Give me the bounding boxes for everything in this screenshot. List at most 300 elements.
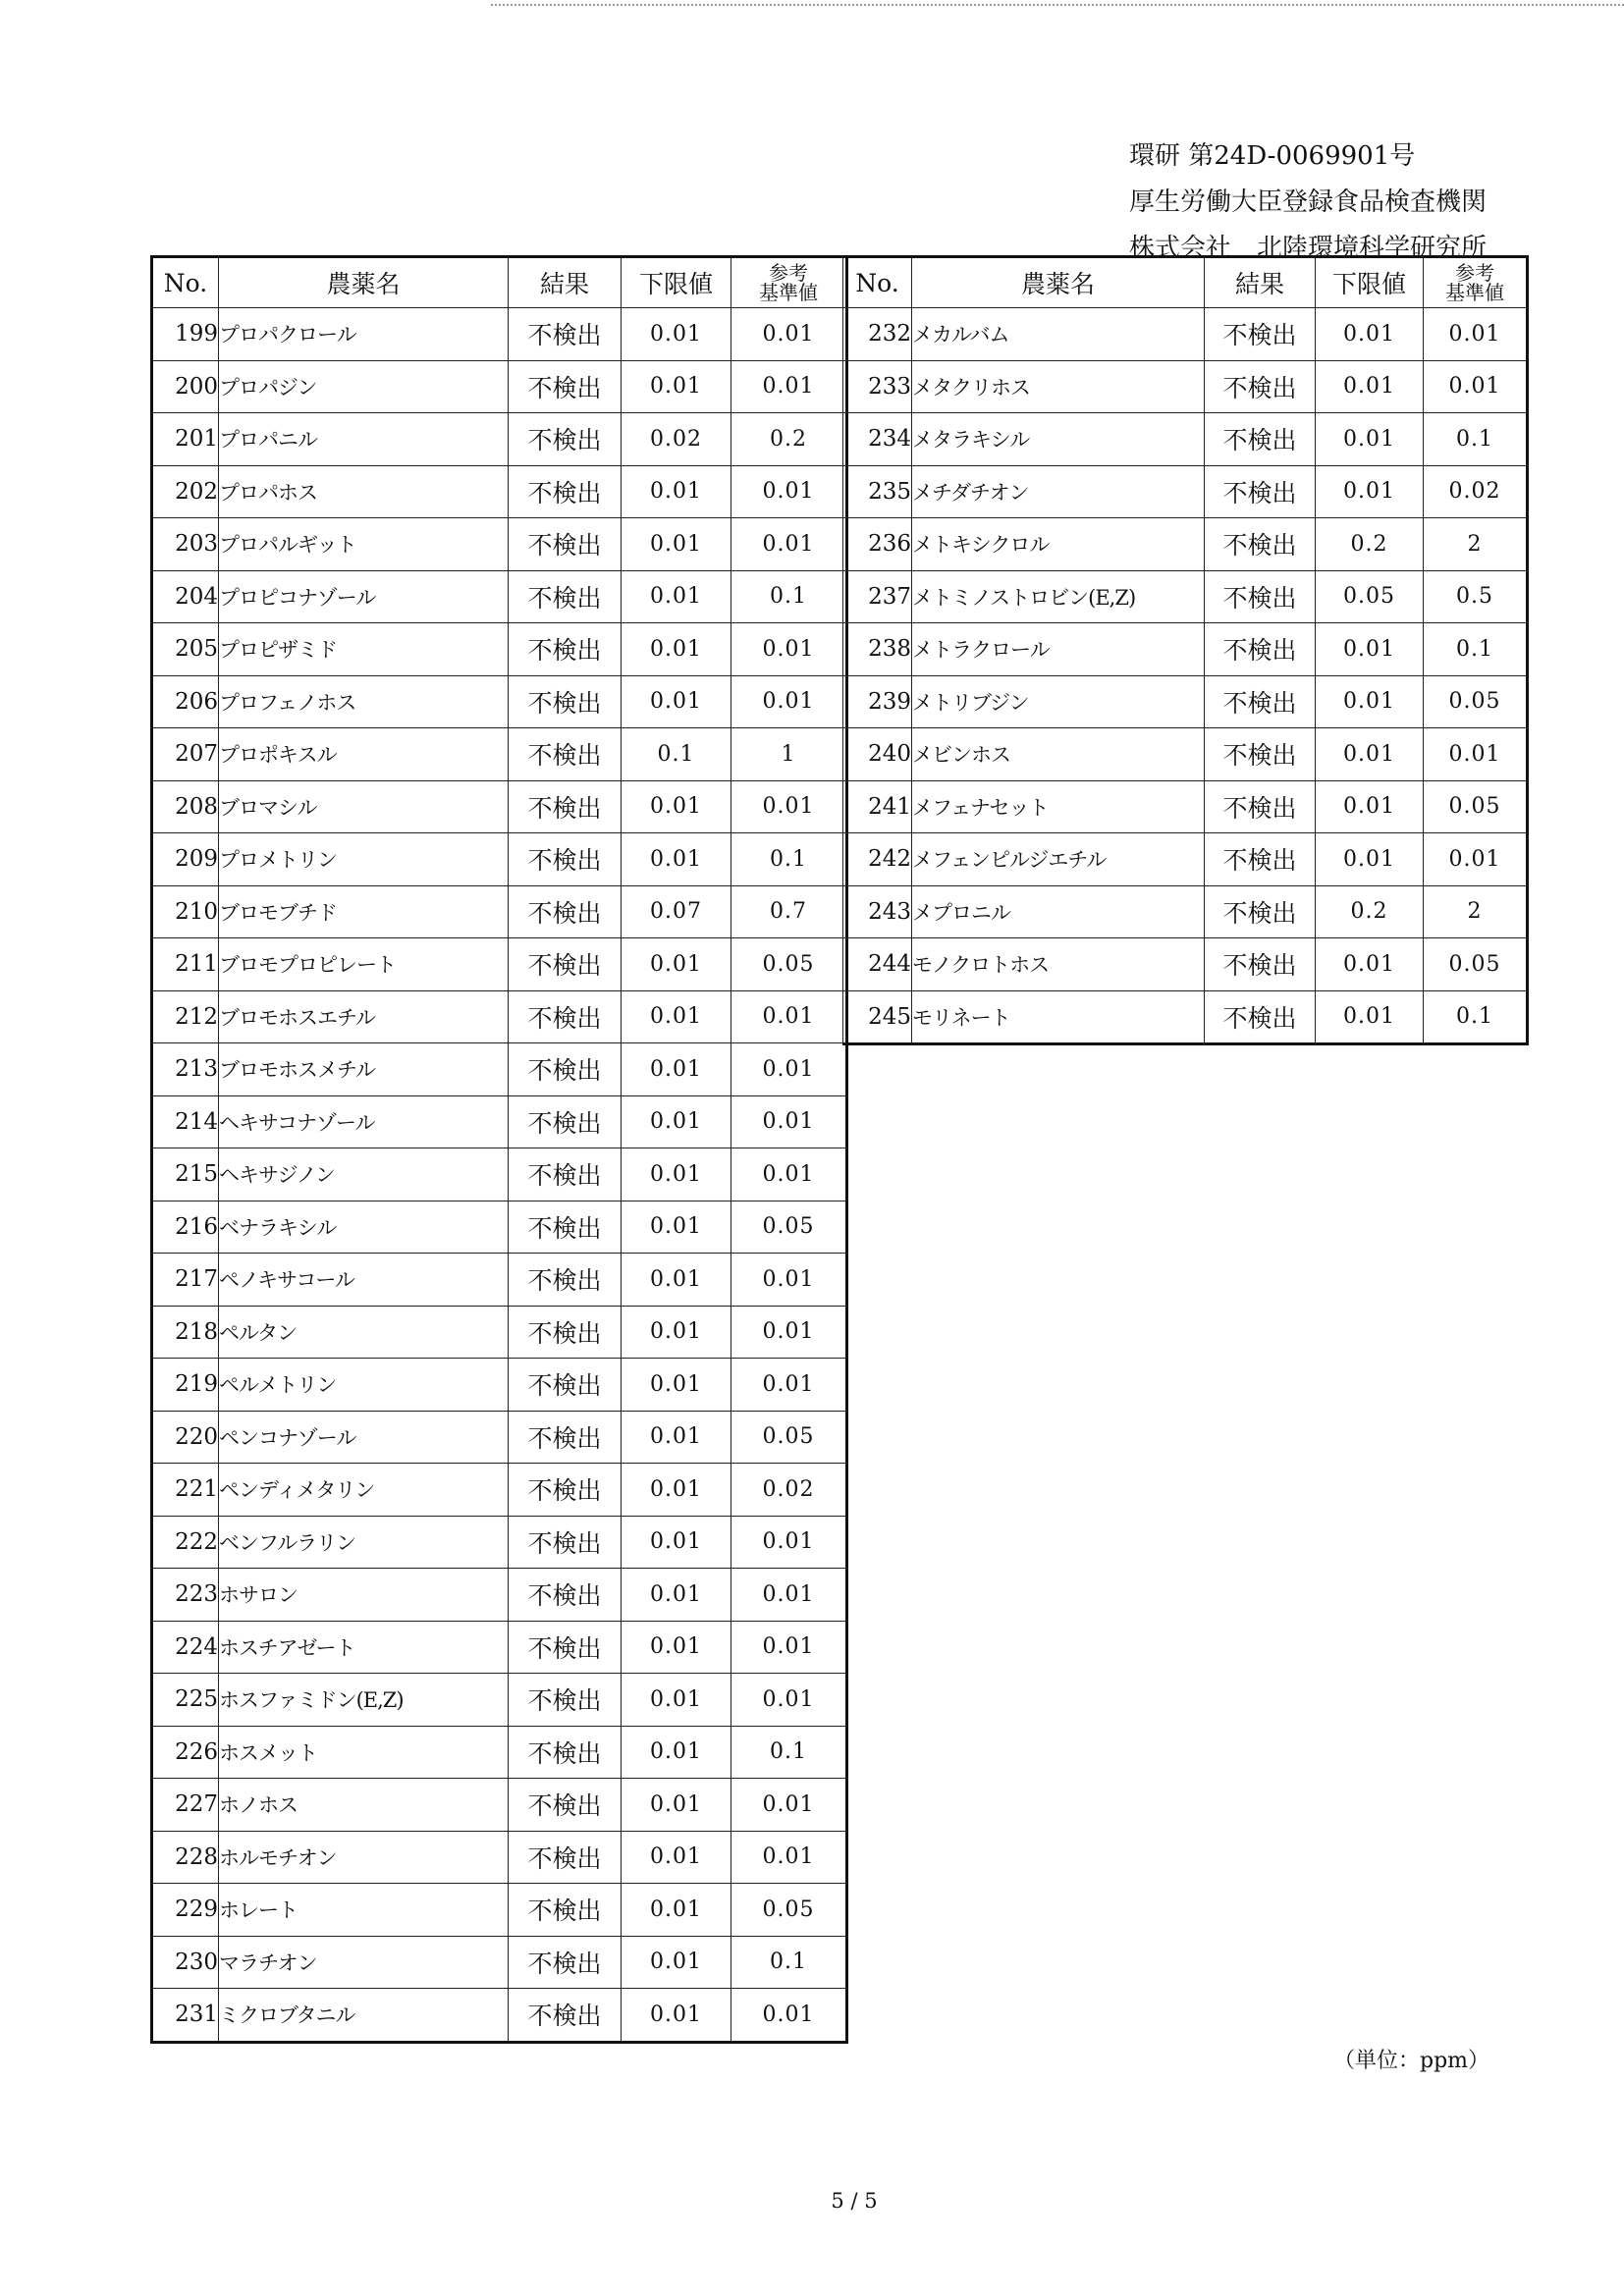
cell-reference-value: 0.01 <box>1424 308 1528 361</box>
cell-pesticide-name: モノクロトホス <box>912 938 1205 991</box>
cell-pesticide-name: プロパルギット <box>219 518 509 571</box>
cell-pesticide-name: ペルタン <box>219 1306 509 1359</box>
table-row <box>152 938 847 991</box>
cell-detection-limit: 0.01 <box>622 938 731 991</box>
cell-pesticide-name: ブロモブチド <box>219 885 509 938</box>
col-ref-bottom: 基準値 <box>1445 281 1504 304</box>
cell-result: 不検出 <box>509 360 622 413</box>
cell-no: 207 <box>152 728 219 781</box>
cell-pesticide-name: メプロニル <box>912 885 1205 938</box>
table-row <box>843 938 1528 991</box>
cell-no: 210 <box>152 885 219 938</box>
cell-no: 216 <box>152 1201 219 1254</box>
cell-detection-limit: 0.01 <box>1316 938 1424 991</box>
table-row <box>152 1359 847 1412</box>
cell-pesticide-name: マラチオン <box>219 1936 509 1989</box>
cell-detection-limit: 0.01 <box>622 1936 731 1989</box>
cell-reference-value: 0.01 <box>731 1095 847 1148</box>
cell-pesticide-name: ホスメット <box>219 1726 509 1779</box>
cell-pesticide-name: プロピザミド <box>219 623 509 676</box>
cell-reference-value: 0.02 <box>731 1464 847 1517</box>
cell-reference-value: 0.01 <box>731 1306 847 1359</box>
cell-pesticide-name: メチダチオン <box>912 465 1205 518</box>
cell-pesticide-name: ホスファミドン(E,Z) <box>219 1674 509 1727</box>
col-ref-bottom: 基準値 <box>759 281 818 304</box>
table-row <box>152 833 847 886</box>
cell-detection-limit: 0.1 <box>622 728 731 781</box>
cell-no: 202 <box>152 465 219 518</box>
registration-text: 厚生労働大臣登録食品検査機関 <box>1129 187 1488 217</box>
cell-detection-limit: 0.01 <box>1316 360 1424 413</box>
col-result: 結果 <box>509 257 622 308</box>
cell-result: 不検出 <box>1205 518 1316 571</box>
cell-reference-value: 0.05 <box>1424 675 1528 728</box>
cell-detection-limit: 0.01 <box>622 1359 731 1412</box>
cell-pesticide-name: プロパニル <box>219 413 509 466</box>
cell-pesticide-name: メトリブジン <box>912 675 1205 728</box>
table-row <box>843 990 1528 1044</box>
col-name: 農薬名 <box>912 257 1205 308</box>
cell-reference-value: 0.05 <box>731 1884 847 1937</box>
cell-result: 不検出 <box>509 1936 622 1989</box>
cell-reference-value: 0.01 <box>1424 833 1528 886</box>
cell-no: 206 <box>152 675 219 728</box>
cell-result: 不検出 <box>509 1779 622 1832</box>
cell-reference-value: 0.02 <box>1424 465 1528 518</box>
table-row <box>152 1148 847 1201</box>
cell-result: 不検出 <box>509 1516 622 1569</box>
cell-result: 不検出 <box>509 1884 622 1937</box>
col-limit: 下限値 <box>1316 257 1424 308</box>
cell-result: 不検出 <box>509 1148 622 1201</box>
cell-reference-value: 0.01 <box>731 675 847 728</box>
cell-no: 227 <box>152 1779 219 1832</box>
cell-reference-value: 0.01 <box>731 780 847 833</box>
cell-result: 不検出 <box>1205 728 1316 781</box>
cell-detection-limit: 0.01 <box>1316 833 1424 886</box>
cell-detection-limit: 0.01 <box>1316 308 1424 361</box>
cell-result: 不検出 <box>509 1254 622 1307</box>
table-row <box>152 1201 847 1254</box>
table-row <box>152 728 847 781</box>
cell-reference-value: 0.1 <box>731 1936 847 1989</box>
cell-reference-value: 2 <box>1424 518 1528 571</box>
cell-reference-value: 0.05 <box>731 1201 847 1254</box>
cell-result: 不検出 <box>1205 780 1316 833</box>
table-row <box>843 465 1528 518</box>
cell-reference-value: 0.1 <box>731 1726 847 1779</box>
table-row <box>152 1989 847 2043</box>
cell-detection-limit: 0.2 <box>1316 885 1424 938</box>
cell-pesticide-name: メタクリホス <box>912 360 1205 413</box>
cell-detection-limit: 0.01 <box>622 1411 731 1464</box>
cell-reference-value: 1 <box>731 728 847 781</box>
cell-no: 238 <box>843 623 912 676</box>
cell-result: 不検出 <box>509 623 622 676</box>
cell-pesticide-name: メビンホス <box>912 728 1205 781</box>
cell-reference-value: 0.5 <box>1424 570 1528 623</box>
unit-note: （単位：ppm） <box>1333 2049 1490 2073</box>
cell-result: 不検出 <box>509 1043 622 1096</box>
cell-result: 不検出 <box>509 1831 622 1884</box>
pesticide-table-left <box>150 255 848 2044</box>
cell-pesticide-name: ヘキサコナゾール <box>219 1095 509 1148</box>
cell-pesticide-name: ペノキサコール <box>219 1254 509 1307</box>
cell-detection-limit: 0.02 <box>622 413 731 466</box>
cell-no: 235 <box>843 465 912 518</box>
table-row <box>843 675 1528 728</box>
table-row <box>152 1411 847 1464</box>
cell-reference-value: 0.01 <box>731 1569 847 1622</box>
pesticide-table-right <box>842 255 1529 1045</box>
cell-result: 不検出 <box>1205 623 1316 676</box>
table-row <box>152 1095 847 1148</box>
cell-pesticide-name: プロパジン <box>219 360 509 413</box>
cell-reference-value: 0.7 <box>731 885 847 938</box>
table-row <box>152 1569 847 1622</box>
cell-no: 234 <box>843 413 912 466</box>
cell-detection-limit: 0.01 <box>622 1254 731 1307</box>
cell-pesticide-name: ペルメトリン <box>219 1359 509 1412</box>
cell-result: 不検出 <box>1205 308 1316 361</box>
cell-detection-limit: 0.01 <box>1316 675 1424 728</box>
table-row <box>152 885 847 938</box>
table-row <box>152 1464 847 1517</box>
cell-result: 不検出 <box>1205 938 1316 991</box>
cell-reference-value: 0.05 <box>1424 780 1528 833</box>
table-row <box>152 1254 847 1307</box>
cell-detection-limit: 0.01 <box>622 1569 731 1622</box>
cell-no: 212 <box>152 990 219 1043</box>
cell-result: 不検出 <box>1205 833 1316 886</box>
table-row <box>152 308 847 361</box>
cell-result: 不検出 <box>509 938 622 991</box>
col-ref-top: 参考 <box>1455 261 1494 285</box>
table-row <box>152 1516 847 1569</box>
document-header <box>1129 133 1591 272</box>
table-row <box>152 1621 847 1674</box>
cell-result: 不検出 <box>509 1411 622 1464</box>
cell-detection-limit: 0.01 <box>622 570 731 623</box>
table-row <box>152 1043 847 1096</box>
cell-no: 245 <box>843 990 912 1044</box>
cell-result: 不検出 <box>1205 570 1316 623</box>
cell-detection-limit: 0.01 <box>622 1884 731 1937</box>
table-row <box>843 308 1528 361</box>
cell-pesticide-name: ベナラキシル <box>219 1201 509 1254</box>
company-name: 株式会社 北陸環境科学研究所 <box>1129 234 1488 263</box>
table-body-left <box>152 308 847 2043</box>
cell-result: 不検出 <box>509 728 622 781</box>
cell-no: 211 <box>152 938 219 991</box>
cell-pesticide-name: ベンフルラリン <box>219 1516 509 1569</box>
cell-no: 203 <box>152 518 219 571</box>
table-row <box>152 1726 847 1779</box>
cell-reference-value: 0.01 <box>731 1254 847 1307</box>
cell-no: 244 <box>843 938 912 991</box>
cell-reference-value: 0.01 <box>731 1674 847 1727</box>
cell-no: 220 <box>152 1411 219 1464</box>
cell-result: 不検出 <box>1205 675 1316 728</box>
cell-no: 240 <box>843 728 912 781</box>
cell-no: 231 <box>152 1989 219 2043</box>
cell-pesticide-name: メトラクロール <box>912 623 1205 676</box>
cell-no: 241 <box>843 780 912 833</box>
cell-no: 208 <box>152 780 219 833</box>
cell-pesticide-name: メトミノストロビン(E,Z) <box>912 570 1205 623</box>
cell-reference-value: 0.01 <box>731 990 847 1043</box>
cell-detection-limit: 0.01 <box>622 1043 731 1096</box>
cell-no: 232 <box>843 308 912 361</box>
cell-detection-limit: 0.07 <box>622 885 731 938</box>
cell-reference-value: 0.01 <box>731 1359 847 1412</box>
cell-no: 205 <box>152 623 219 676</box>
cell-no: 228 <box>152 1831 219 1884</box>
cell-no: 201 <box>152 413 219 466</box>
cell-pesticide-name: プロピコナゾール <box>219 570 509 623</box>
cell-result: 不検出 <box>509 413 622 466</box>
cell-result: 不検出 <box>509 465 622 518</box>
table-header-left <box>152 257 847 308</box>
table-row <box>152 1306 847 1359</box>
table-row <box>152 1779 847 1832</box>
col-ref <box>731 257 847 308</box>
cell-detection-limit: 0.01 <box>1316 728 1424 781</box>
cell-result: 不検出 <box>509 833 622 886</box>
cell-pesticide-name: ホノホス <box>219 1779 509 1832</box>
cell-no: 219 <box>152 1359 219 1412</box>
cell-reference-value: 0.1 <box>1424 413 1528 466</box>
cell-pesticide-name: メフェナセット <box>912 780 1205 833</box>
table-row <box>843 833 1528 886</box>
cell-result: 不検出 <box>509 1306 622 1359</box>
col-result: 結果 <box>1205 257 1316 308</box>
table-row <box>152 1674 847 1727</box>
cell-result: 不検出 <box>509 675 622 728</box>
cell-no: 199 <box>152 308 219 361</box>
cell-reference-value: 0.1 <box>731 570 847 623</box>
cell-no: 225 <box>152 1674 219 1727</box>
cell-detection-limit: 0.01 <box>622 1148 731 1201</box>
cell-reference-value: 0.01 <box>731 1043 847 1096</box>
cell-reference-value: 0.2 <box>731 413 847 466</box>
cell-reference-value: 0.01 <box>731 1989 847 2043</box>
cell-pesticide-name: プロフェノホス <box>219 675 509 728</box>
cell-no: 230 <box>152 1936 219 1989</box>
cell-result: 不検出 <box>1205 885 1316 938</box>
cell-detection-limit: 0.01 <box>622 360 731 413</box>
table-row <box>152 623 847 676</box>
table-row <box>843 360 1528 413</box>
cell-pesticide-name: メタラキシル <box>912 413 1205 466</box>
cell-detection-limit: 0.01 <box>1316 780 1424 833</box>
col-ref <box>1424 257 1528 308</box>
cell-reference-value: 0.01 <box>731 623 847 676</box>
cell-reference-value: 0.01 <box>1424 360 1528 413</box>
cell-no: 214 <box>152 1095 219 1148</box>
col-limit: 下限値 <box>622 257 731 308</box>
cell-pesticide-name: ホレート <box>219 1884 509 1937</box>
cell-detection-limit: 0.01 <box>622 780 731 833</box>
cell-no: 236 <box>843 518 912 571</box>
cell-reference-value: 0.1 <box>731 833 847 886</box>
cell-detection-limit: 0.01 <box>622 1201 731 1254</box>
cell-reference-value: 0.05 <box>731 1411 847 1464</box>
cell-no: 221 <box>152 1464 219 1517</box>
cell-pesticide-name: ペンディメタリン <box>219 1464 509 1517</box>
cell-detection-limit: 0.01 <box>622 518 731 571</box>
cell-pesticide-name: プロメトリン <box>219 833 509 886</box>
cell-no: 242 <box>843 833 912 886</box>
cell-detection-limit: 0.01 <box>622 1989 731 2043</box>
cell-detection-limit: 0.01 <box>1316 990 1424 1044</box>
cell-no: 209 <box>152 833 219 886</box>
cell-no: 217 <box>152 1254 219 1307</box>
cell-pesticide-name: ブロモプロピレート <box>219 938 509 991</box>
cell-reference-value: 0.01 <box>731 308 847 361</box>
cell-pesticide-name: メフェンピルジエチル <box>912 833 1205 886</box>
table-row <box>152 360 847 413</box>
cell-reference-value: 0.01 <box>1424 728 1528 781</box>
cell-result: 不検出 <box>509 1674 622 1727</box>
cell-result: 不検出 <box>509 308 622 361</box>
cell-detection-limit: 0.01 <box>622 1726 731 1779</box>
cell-no: 213 <box>152 1043 219 1096</box>
table-row <box>152 675 847 728</box>
cell-detection-limit: 0.01 <box>622 990 731 1043</box>
table-header-right <box>843 257 1528 308</box>
cell-pesticide-name: プロパクロール <box>219 308 509 361</box>
cell-no: 218 <box>152 1306 219 1359</box>
cell-reference-value: 0.01 <box>731 518 847 571</box>
table-row <box>152 1831 847 1884</box>
page-number: 5 / 5 <box>831 2189 878 2213</box>
cell-result: 不検出 <box>509 1621 622 1674</box>
cell-result: 不検出 <box>509 885 622 938</box>
cell-detection-limit: 0.01 <box>622 1464 731 1517</box>
cell-detection-limit: 0.01 <box>622 1779 731 1832</box>
cell-result: 不検出 <box>509 1359 622 1412</box>
table-row <box>843 780 1528 833</box>
table-row <box>152 990 847 1043</box>
cell-reference-value: 0.05 <box>1424 938 1528 991</box>
cell-pesticide-name: プロパホス <box>219 465 509 518</box>
cell-pesticide-name: メトキシクロル <box>912 518 1205 571</box>
cell-reference-value: 0.01 <box>731 360 847 413</box>
table-row <box>843 413 1528 466</box>
col-name: 農薬名 <box>219 257 509 308</box>
cell-pesticide-name: ホルモチオン <box>219 1831 509 1884</box>
cell-no: 237 <box>843 570 912 623</box>
cell-reference-value: 0.01 <box>731 1516 847 1569</box>
cell-reference-value: 0.01 <box>731 1831 847 1884</box>
cell-reference-value: 0.01 <box>731 1621 847 1674</box>
cell-reference-value: 2 <box>1424 885 1528 938</box>
cell-detection-limit: 0.01 <box>622 1306 731 1359</box>
cell-result: 不検出 <box>509 1095 622 1148</box>
cell-detection-limit: 0.05 <box>1316 570 1424 623</box>
cell-reference-value: 0.01 <box>731 1779 847 1832</box>
table-row <box>152 413 847 466</box>
cell-result: 不検出 <box>509 1464 622 1517</box>
cell-no: 200 <box>152 360 219 413</box>
col-no: No. <box>152 257 219 308</box>
cell-no: 243 <box>843 885 912 938</box>
cell-result: 不検出 <box>509 780 622 833</box>
table-row <box>152 1884 847 1937</box>
cell-detection-limit: 0.01 <box>1316 623 1424 676</box>
cell-pesticide-name: ホスチアゼート <box>219 1621 509 1674</box>
cell-result: 不検出 <box>509 1201 622 1254</box>
cell-detection-limit: 0.01 <box>622 623 731 676</box>
cell-reference-value: 0.1 <box>1424 990 1528 1044</box>
cell-reference-value: 0.1 <box>1424 623 1528 676</box>
cell-pesticide-name: ブロマシル <box>219 780 509 833</box>
cell-pesticide-name: メカルバム <box>912 308 1205 361</box>
report-number: 環研 第24D-0069901号 <box>1129 141 1416 171</box>
cell-result: 不検出 <box>509 570 622 623</box>
cell-pesticide-name: ホサロン <box>219 1569 509 1622</box>
table-row <box>152 518 847 571</box>
cell-detection-limit: 0.2 <box>1316 518 1424 571</box>
cell-no: 224 <box>152 1621 219 1674</box>
cell-reference-value: 0.05 <box>731 938 847 991</box>
cell-detection-limit: 0.01 <box>622 1516 731 1569</box>
cell-result: 不検出 <box>509 1569 622 1622</box>
cell-pesticide-name: プロポキスル <box>219 728 509 781</box>
table-row <box>152 780 847 833</box>
cell-result: 不検出 <box>509 990 622 1043</box>
scan-edge-line <box>491 4 1624 9</box>
cell-pesticide-name: ブロモホスエチル <box>219 990 509 1043</box>
table-row <box>843 623 1528 676</box>
table-row <box>152 570 847 623</box>
cell-result: 不検出 <box>509 518 622 571</box>
cell-detection-limit: 0.01 <box>622 1674 731 1727</box>
cell-pesticide-name: ブロモホスメチル <box>219 1043 509 1096</box>
cell-no: 233 <box>843 360 912 413</box>
cell-no: 226 <box>152 1726 219 1779</box>
cell-detection-limit: 0.01 <box>622 1095 731 1148</box>
cell-result: 不検出 <box>1205 465 1316 518</box>
cell-detection-limit: 0.01 <box>622 1621 731 1674</box>
cell-no: 223 <box>152 1569 219 1622</box>
col-no: No. <box>843 257 912 308</box>
table-body-right <box>843 308 1528 1044</box>
cell-no: 204 <box>152 570 219 623</box>
table-row <box>152 1936 847 1989</box>
table-row <box>843 518 1528 571</box>
cell-result: 不検出 <box>1205 360 1316 413</box>
table-row <box>843 570 1528 623</box>
cell-reference-value: 0.01 <box>731 1148 847 1201</box>
cell-pesticide-name: ミクロブタニル <box>219 1989 509 2043</box>
cell-result: 不検出 <box>509 1726 622 1779</box>
table-row <box>152 465 847 518</box>
col-ref-top: 参考 <box>769 261 808 285</box>
cell-result: 不検出 <box>509 1989 622 2043</box>
cell-detection-limit: 0.01 <box>622 308 731 361</box>
cell-detection-limit: 0.01 <box>622 465 731 518</box>
cell-detection-limit: 0.01 <box>622 1831 731 1884</box>
cell-pesticide-name: ヘキサジノン <box>219 1148 509 1201</box>
cell-detection-limit: 0.01 <box>622 833 731 886</box>
cell-result: 不検出 <box>1205 990 1316 1044</box>
cell-no: 229 <box>152 1884 219 1937</box>
cell-pesticide-name: ペンコナゾール <box>219 1411 509 1464</box>
cell-no: 222 <box>152 1516 219 1569</box>
cell-no: 215 <box>152 1148 219 1201</box>
